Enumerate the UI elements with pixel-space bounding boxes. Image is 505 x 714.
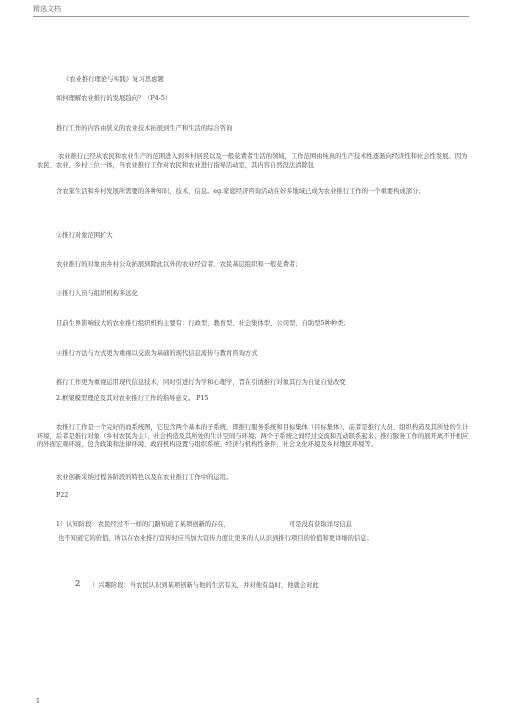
question-3: 农业创新采纳过程各阶段的特色以及在农业推行工作中的运用。: [56, 474, 233, 481]
paragraph-3: 农推行工作是一个完好的而系统图，它包含两个基本的子系统，即推行服务系统和目标集体（目标集体），前者是推行人员、组织构造及其所处的生计环境，后者是推行对象（乡村农民为主）、社会构造及其所处的生计空间与环境；两个子系统之间经过交流和互动联系起来；推行服务工作的展开离不开相应的外面宏观环境，包含政策和法律环境、政府机构设置与组织系统、经济与机构性条件、社会文化环境及乡村地区环境等。: [37, 424, 469, 448]
question-2: 2.框架模型理论及其对农业推行工作的指导意义。 P15: [56, 395, 209, 402]
question-1: 如何理解农业推行的发展趋向？（P4-5）: [56, 95, 172, 102]
point-4-text: 推行工作更为重视运用现代信息技术，同时引进行为学和心理学，旨在引诱推行对象其行为自觉自觉改变: [56, 379, 346, 386]
point-2-text: 农业推行的对象由乡村公众拓展到除此以外的农业经营者、农民基层组织和一般花费者；: [56, 261, 302, 268]
stage-2-number: 2: [75, 579, 81, 589]
paragraph-2: 含农家生活和乡村发展所需要的各种知识、技术、信息。eg.家庭经济咨询活动在好多地域已成为农业推行工作的一个重要构成部分；: [56, 188, 425, 195]
point-2-heading: ②推行对象范围扩大: [56, 232, 113, 239]
paragraph-1: 农业推行已经从农民和农业生产的范围进入到乡村居民以及一般花费者生活的领域，工作范围由纯真的生产技术性逐渐向经济性和社会性发展。因为农民、农业、乡村三位一体，当农业推行工作对农民和农业进行指导活动室，其内容自然没法清除包: [37, 153, 468, 169]
document-title: 《农业推行理论与实践》复习思虑题: [63, 76, 164, 83]
point-3-text: 目前生界影响较大的农业推行组织机构主要有：行政型、教育型、社会集体型、公司型、自助型5种种类；: [56, 320, 350, 327]
paragraph-4: 也不知道它的价值，所以在农业推行宣传时应当加大宣传力度让更多的人认识到推行项目的价值和更详细的信息；: [58, 535, 373, 542]
point-3-heading: ③推行人员与组织机构多远化: [56, 290, 138, 297]
page-ref-p22: P22: [56, 492, 69, 499]
stage-1-part-a: 1）认知阶段：农民经过不一样的门路知道了某项创新的存在，: [56, 521, 231, 528]
header-rule: [33, 16, 469, 17]
stage-1-part-b: 可是没有获取详尽信息: [289, 521, 352, 528]
point-1-heading: 推行工作的内容由狭义的农业技术拓展到生产和生活的综合咨询: [56, 125, 233, 132]
point-4-heading: ④推行方法与方式更为重视以交流为基础的现代信息流传与教育咨询方式: [56, 350, 258, 357]
stage-2-text: ）兴趣阶段：当农民认识到某项创新与他的生活有关，并对他有益时，他就会对此: [92, 582, 319, 589]
page-number: 1: [36, 698, 41, 705]
header-text: 精选文档: [33, 5, 61, 13]
